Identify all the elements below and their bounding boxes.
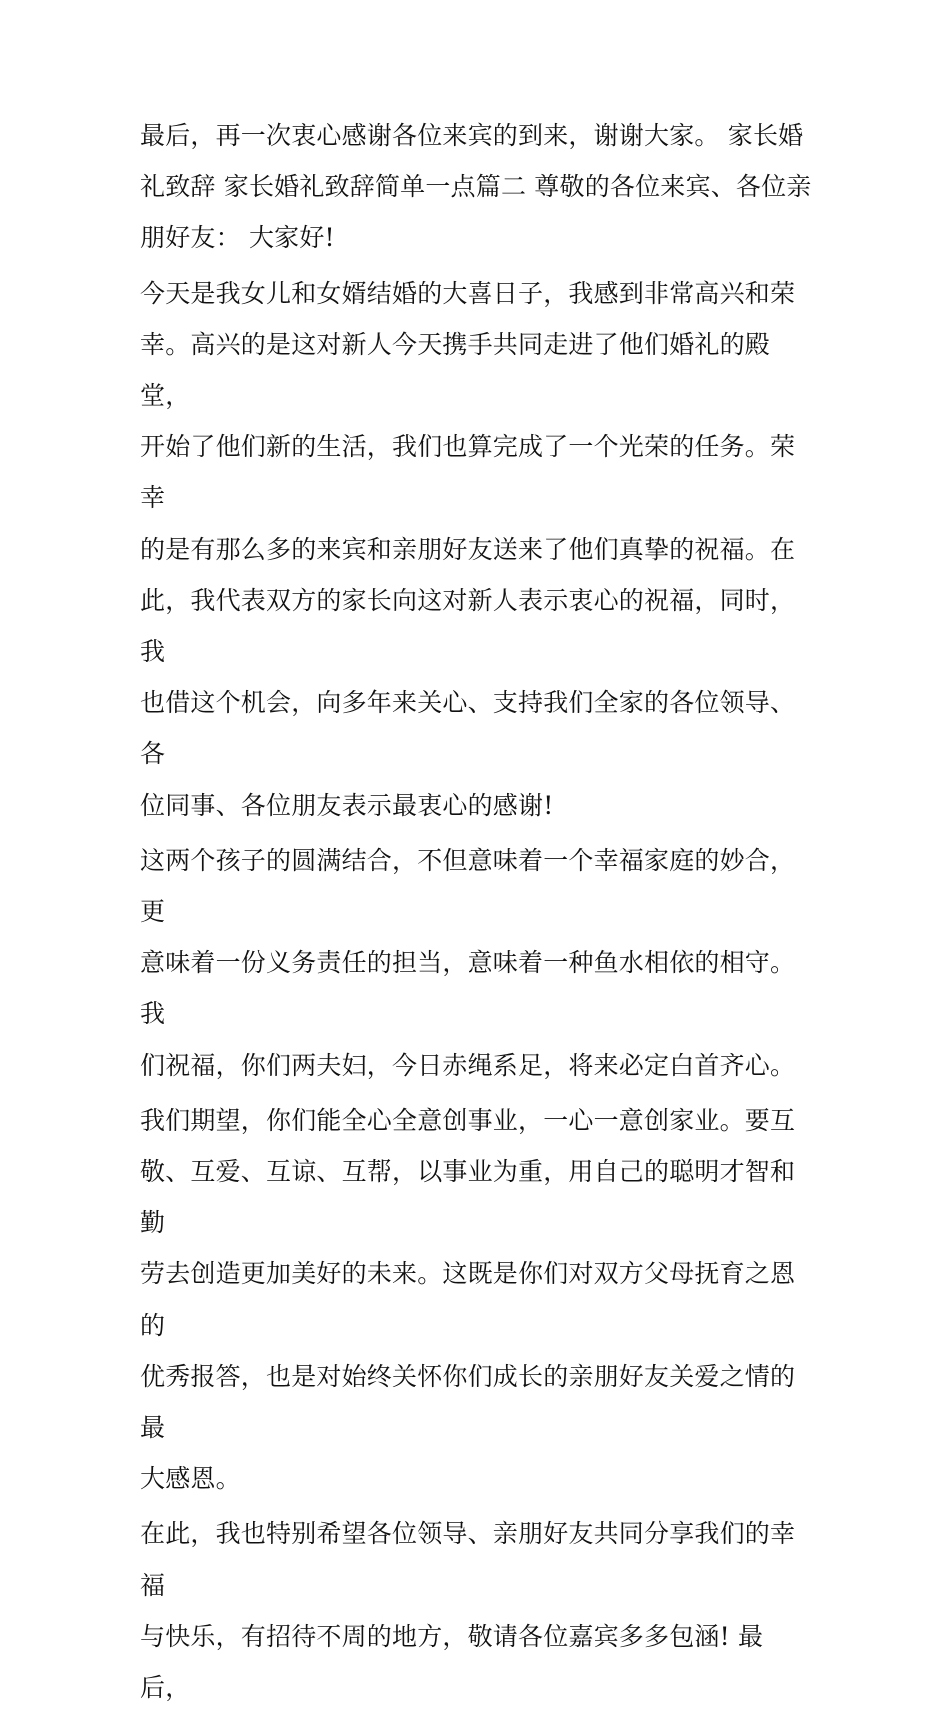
paragraph-union-meaning: 这两个孩子的圆满结合，不但意味着一个幸福家庭的妙合，更 意味着一份义务责任的担当，意味着一种鱼水相依的相守。我 们祝福，你们两夫妇，今日赤绳系足，将来必定白首齐心。	[140, 845, 796, 1080]
document-body	[140, 110, 812, 1717]
paragraph-wedding-day: 今天是我女儿和女婿结婚的大喜日子，我感到非常高兴和荣 幸。高兴的是这对新人今天携手共同走进了他们婚礼的殿堂， 开始了他们新的生活，我们也算完成了一个光荣的任务。荣幸 的是有那么多的来宾和亲朋好友送来了他们真挚的祝福。在 此，我代表双方的家长向这对新人表示衷心的祝福，同时，我 也借这个机会，向多年来关心、支持我们全家的各位领导、各 位同事、各位朋友表示最衷心的感谢!	[140, 278, 796, 820]
paragraph-share-happiness: 在此，我也特别希望各位领导、亲朋好友共同分享我们的幸福 与快乐，有招待不周的地方，敬请各位嘉宾多多包涵! 最后，	[140, 1519, 796, 1703]
paragraph-expectations: 我们期望，你们能全心全意创事业，一心一意创家业。要互 敬、互爱、互谅、互帮，以事业为重，用自己的聪明才智和勤 劳去创造更加美好的未来。这既是你们对双方父母抚育之恩的 优秀报答，也是对始终关怀你们成长的亲朋好友关爱之情的最 大感恩。	[140, 1105, 796, 1494]
paragraph-closing-thanks: 最后，再一次衷心感谢各位来宾的到来，谢谢大家。 家长婚 礼致辞 家长婚礼致辞简单一点篇二 尊敬的各位来宾、各位亲 朋好友： 大家好!	[140, 121, 812, 253]
